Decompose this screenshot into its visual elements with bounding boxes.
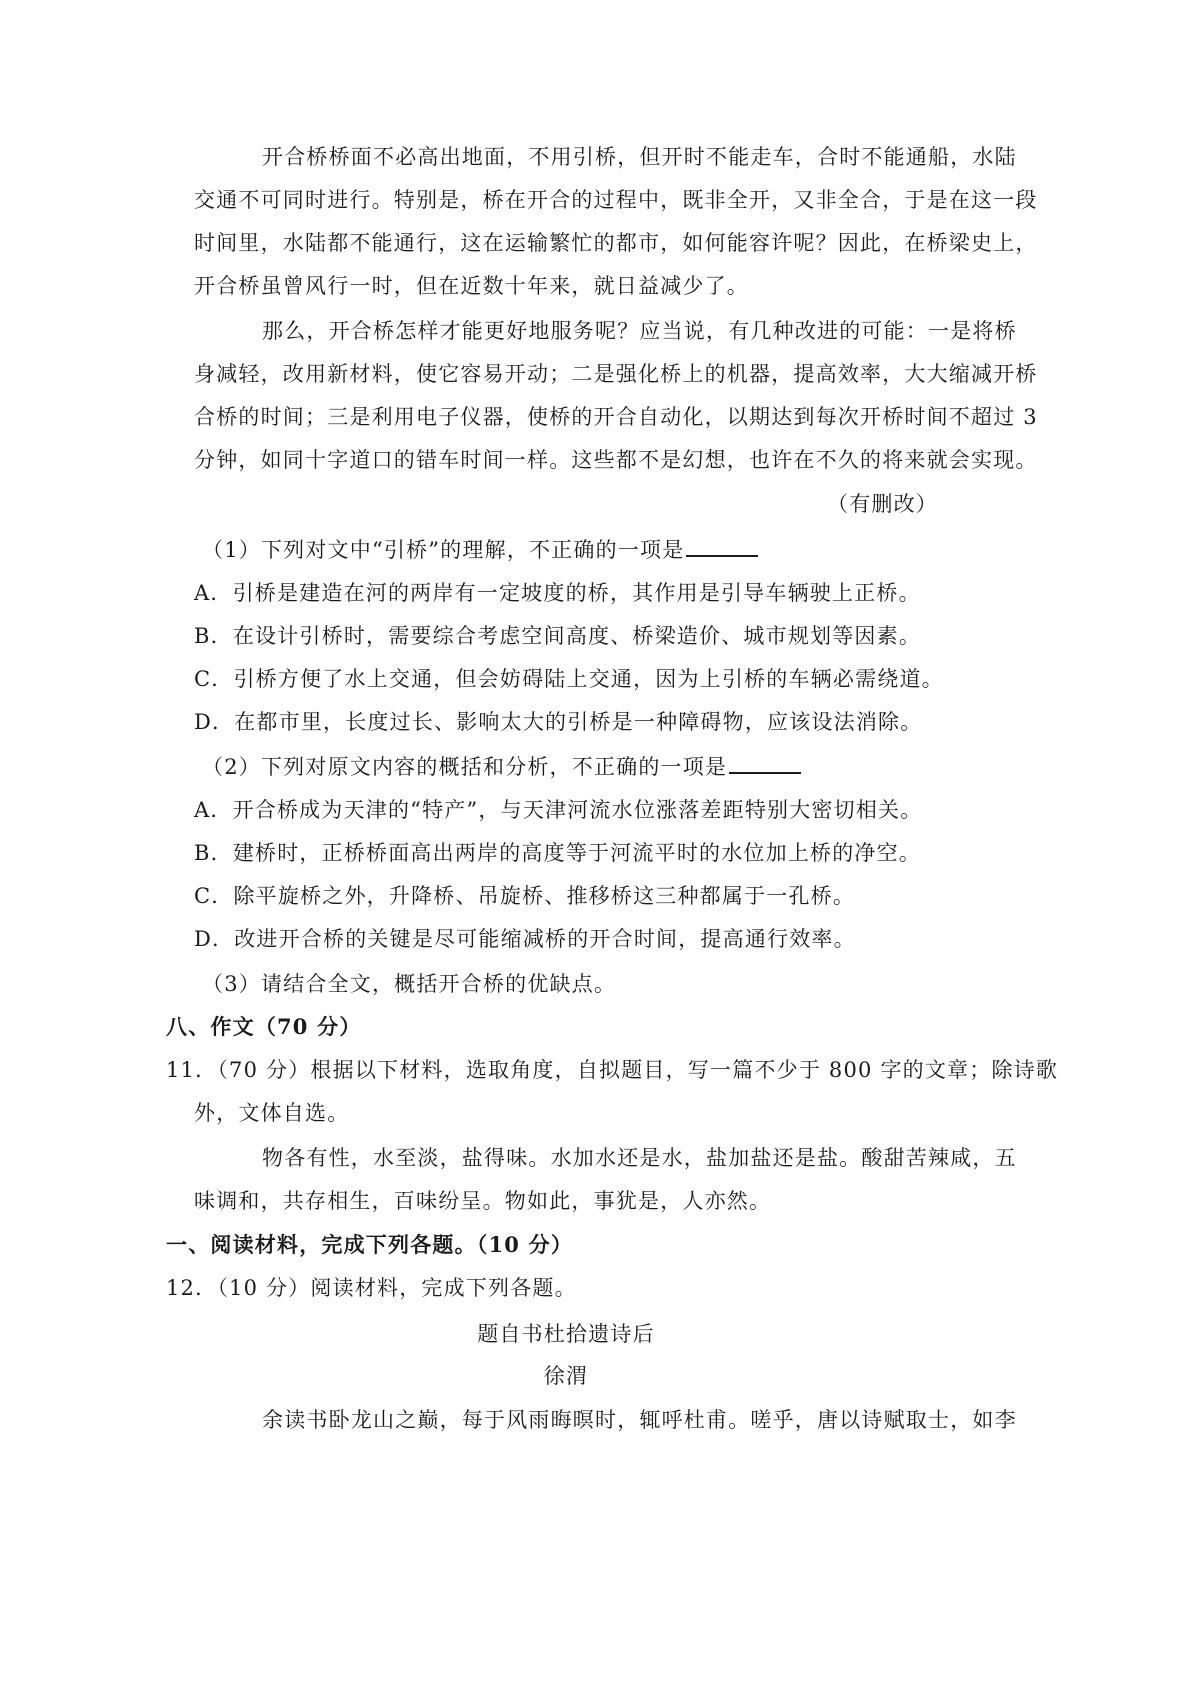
q1-stem-text: （1）下列对文中“引桥”的理解，不正确的一项是 [202,538,685,562]
q11-line1: 11．（70 分）根据以下材料，选取角度，自拟题目，写一篇不少于 800 字的文章；除诗歌 [166,1058,1059,1082]
q1-option-a: A．引桥是建造在河的两岸有一定坡度的桥，其作用是引导车辆驶上正桥。 [194,581,921,605]
q1-option-c: C．引桥方便了水上交通，但会妨碍陆上交通，因为上引桥的车辆必需绕道。 [194,667,944,691]
q2-option-c: C．除平旋桥之外，升降桥、吊旋桥、推移桥这三种都属于一孔桥。 [194,884,856,908]
q12-stem: 12．（10 分）阅读材料，完成下列各题。 [166,1276,577,1300]
q2-option-b: B．建桥时，正桥桥面高出两岸的高度等于河流平时的水位加上桥的净空。 [194,841,922,865]
passage-para1-line2: 交通不可同时进行。特别是，桥在开合的过程中，既非全开，又非全合，于是在这一段 [194,188,1038,212]
source-note: （有删改） [827,492,938,516]
section8-heading: 八、作文（70 分） [166,1014,362,1039]
q1-option-d: D．在都市里，长度过长、影响太大的引桥是一种障碍物，应该设法消除。 [194,710,923,734]
q2-option-a: A．开合桥成为天津的“特产”，与天津河流水位涨落差距特别大密切相关。 [194,798,923,822]
q1-answer-blank [686,535,758,557]
passage-para2-line2: 身减轻，改用新材料，使它容易开动；二是强化桥上的机器，提高效率，大大缩减开桥 [194,362,1038,386]
q2-stem-text: （2）下列对原文内容的概括和分析，不正确的一项是 [202,755,728,779]
passage-para1-line3: 时间里，水陆都不能通行，这在运输繁忙的都市，如何能容许呢？因此，在桥梁史上， [194,231,1038,255]
passage-para2-line4: 分钟，如同十字道口的错车时间一样。这些都不是幻想，也许在不久的将来就会实现。 [194,448,1038,472]
poem-author: 徐渭 [543,1364,589,1388]
passage-para2-line1: 那么，开合桥怎样才能更好地服务呢？应当说，有几种改进的可能：一是将桥 [262,319,1017,343]
q1-option-b: B．在设计引桥时，需要综合考虑空间高度、桥梁造价、城市规划等因素。 [194,624,922,648]
q3-stem: （3）请结合全文，概括开合桥的优缺点。 [202,972,617,996]
q2-stem [202,752,801,782]
passage-para1-line4: 开合桥虽曾风行一时，但在近数十年来，就日益减少了。 [194,274,749,298]
q11-line2: 外，文体自选。 [194,1101,350,1125]
material-line1: 物各有性，水至淡，盐得味。水加水还是水，盐加盐还是盐。酸甜苦辣咸，五 [262,1146,1017,1170]
q1-stem [202,535,758,565]
section1-heading: 一、阅读材料，完成下列各题。（10 分） [166,1232,574,1257]
poem-text-line1: 余读书卧龙山之巅，每于风雨晦暝时，辄呼杜甫。嗟乎，唐以诗赋取士，如李 [262,1408,1017,1432]
q2-answer-blank [729,752,801,774]
material-line2: 味调和，共存相生，百味纷呈。物如此，事犹是，人亦然。 [194,1189,772,1213]
passage-para1-line1: 开合桥桥面不必高出地面，不用引桥，但开时不能走车，合时不能通船，水陆 [262,145,1017,169]
poem-title: 题自书杜拾遗诗后 [477,1322,655,1346]
q2-option-d: D．改进开合桥的关键是尽可能缩减桥的开合时间，提高通行效率。 [194,927,856,951]
passage-para2-line3: 合桥的时间；三是利用电子仪器，使桥的开合自动化，以期达到每次开桥时间不超过 3 [194,405,1038,429]
